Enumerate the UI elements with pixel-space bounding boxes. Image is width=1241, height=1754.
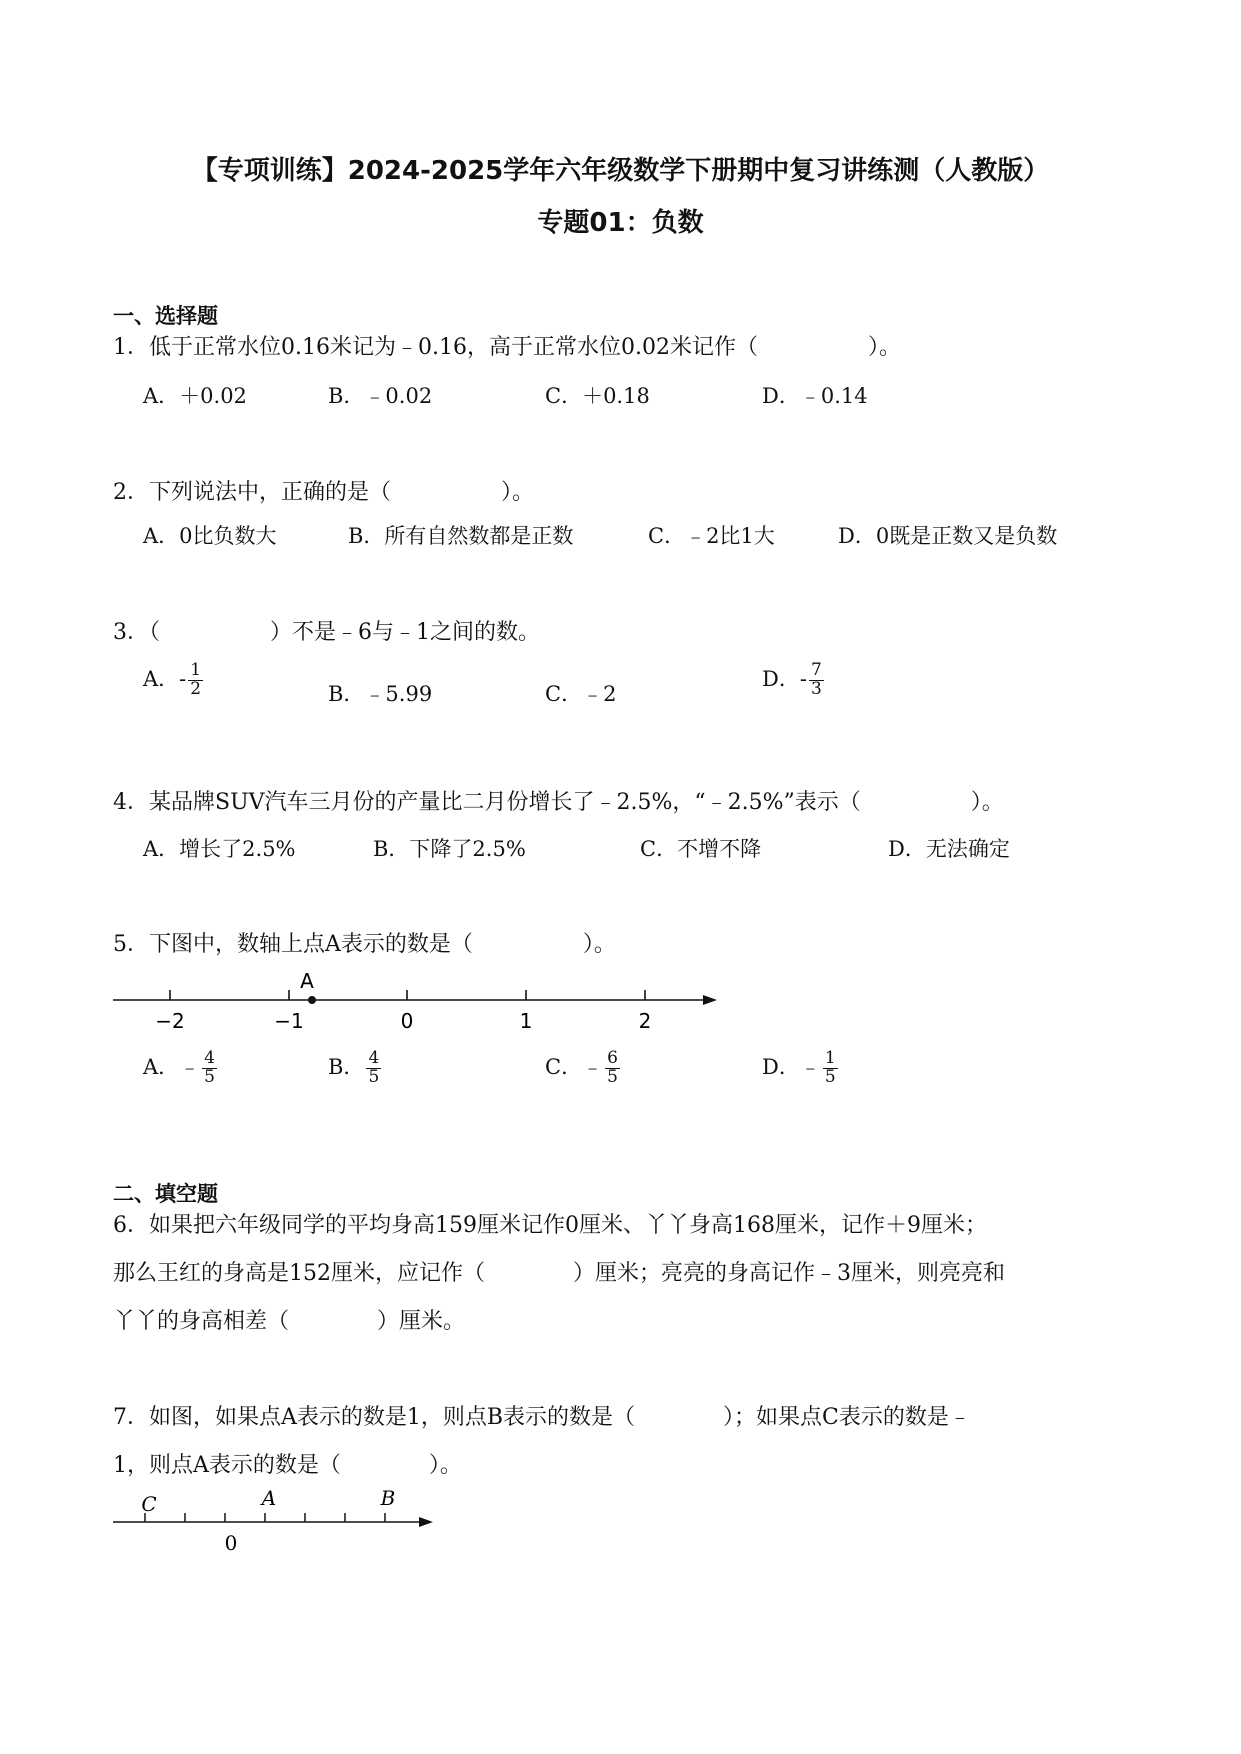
number-line-q7: [105, 1488, 445, 1560]
numerator: 1: [190, 660, 202, 680]
option-letter: A．: [143, 666, 180, 691]
question-1-option-c: C．＋0.18: [545, 384, 650, 408]
tick-label-0: 0: [400, 1009, 414, 1033]
option-letter: C．: [545, 1054, 583, 1079]
denominator: 5: [204, 1066, 215, 1087]
question-3-option-c: C．﹣2: [545, 682, 617, 706]
numerator: 6: [607, 1048, 618, 1068]
fraction: [605, 1050, 620, 1087]
question-5-option-a: [143, 1050, 217, 1087]
question-4-option-a: A．增长了2.5%: [143, 837, 296, 861]
tick-label-neg1: −1: [274, 1009, 304, 1033]
point-a-label: A: [261, 1488, 277, 1510]
tick-label-2: 2: [638, 1009, 652, 1033]
question-4-stem: 4．某品牌SUV汽车三月份的产量比二月份增长了﹣2.5%，“﹣2.5%”表示（ ）。: [113, 790, 1004, 815]
question-5-option-c: [545, 1050, 620, 1087]
number-line-q5: [105, 968, 725, 1038]
tick-label-neg2: −2: [155, 1009, 185, 1033]
question-6-line-3: 丫丫的身高相差（ ）厘米。: [113, 1309, 466, 1334]
question-3-stem: 3．（ ）不是﹣6与﹣1之间的数。: [113, 620, 540, 645]
question-4-option-b: B．下降了2.5%: [373, 837, 526, 861]
section-choice-title: 一、选择题: [113, 304, 218, 328]
fraction: [188, 662, 203, 699]
point-c-label: C: [141, 1492, 157, 1516]
fraction: [366, 1050, 381, 1087]
question-2-option-b: B．所有自然数都是正数: [348, 524, 574, 548]
minus-sign: ﹣: [179, 1054, 201, 1079]
question-4-option-c: C．不增不降: [640, 837, 762, 861]
denominator: 5: [607, 1066, 618, 1087]
numerator: 4: [368, 1048, 380, 1068]
question-3-option-a: [143, 662, 203, 699]
fraction: [809, 662, 824, 699]
denominator: 5: [368, 1066, 380, 1087]
zero-label: 0: [224, 1531, 238, 1555]
numerator: 4: [204, 1048, 215, 1068]
fraction: [202, 1050, 217, 1087]
question-3-option-b: B．﹣5.99: [328, 682, 433, 706]
arrow-head-icon: [703, 995, 717, 1005]
document-title: 【专项训练】2024-2025学年六年级数学下册期中复习讲练测（人教版）: [191, 156, 1050, 186]
question-1-option-b: B．﹣0.02: [328, 384, 433, 408]
question-5-option-b: [328, 1050, 381, 1087]
option-letter: A．: [143, 1054, 180, 1079]
question-6-line-1: 6．如果把六年级同学的平均身高159厘米记作0厘米、丫丫身高168厘米，记作＋9厘米；: [113, 1213, 987, 1238]
point-b-label: B: [380, 1488, 396, 1510]
question-1-option-d: D．﹣0.14: [762, 384, 868, 408]
denominator: 5: [824, 1066, 836, 1087]
fraction: [823, 1050, 838, 1087]
question-2-stem: 2．下列说法中，正确的是（ ）。: [113, 480, 534, 505]
document-subtitle: 专题01：负数: [537, 208, 704, 238]
minus-sign: ﹣: [582, 1054, 604, 1079]
option-letter: D．: [762, 1054, 800, 1079]
question-6-line-2: 那么王红的身高是152厘米，应记作（ ）厘米；亮亮的身高记作﹣3厘米，则亮亮和: [113, 1261, 1005, 1286]
numerator: 7: [810, 660, 822, 680]
option-letter: D．: [762, 666, 800, 691]
question-2-option-a: A．0比负数大: [143, 524, 277, 548]
question-1-option-a: A．＋0.02: [143, 384, 247, 408]
section-fill-title: 二、填空题: [113, 1182, 218, 1206]
question-2-option-d: D．0既是正数又是负数: [838, 524, 1058, 548]
question-1-stem: 1．低于正常水位0.16米记为﹣0.16，高于正常水位0.02米记作（ ）。: [113, 335, 901, 360]
question-4-option-d: D．无法确定: [888, 837, 1010, 861]
question-7-line-1: 7．如图，如果点A表示的数是1，则点B表示的数是（ ）；如果点C表示的数是﹣: [113, 1405, 971, 1430]
question-3-option-d: [762, 662, 824, 699]
minus-sign: -: [179, 666, 187, 691]
arrow-head-icon: [419, 1517, 433, 1527]
point-a-label: A: [300, 969, 314, 993]
point-a-marker: [308, 996, 316, 1004]
numerator: 1: [824, 1048, 836, 1068]
minus-sign: -: [799, 666, 807, 691]
question-5-option-d: [762, 1050, 838, 1087]
question-5-stem: 5．下图中，数轴上点A表示的数是（ ）。: [113, 932, 616, 957]
denominator: 3: [810, 678, 822, 699]
denominator: 2: [190, 678, 202, 699]
question-2-option-c: C．﹣2比1大: [648, 524, 775, 548]
question-7-line-2: 1，则点A表示的数是（ ）。: [113, 1453, 462, 1478]
option-letter: B．: [328, 1054, 365, 1079]
tick-label-1: 1: [519, 1009, 533, 1033]
minus-sign: ﹣: [799, 1054, 821, 1079]
